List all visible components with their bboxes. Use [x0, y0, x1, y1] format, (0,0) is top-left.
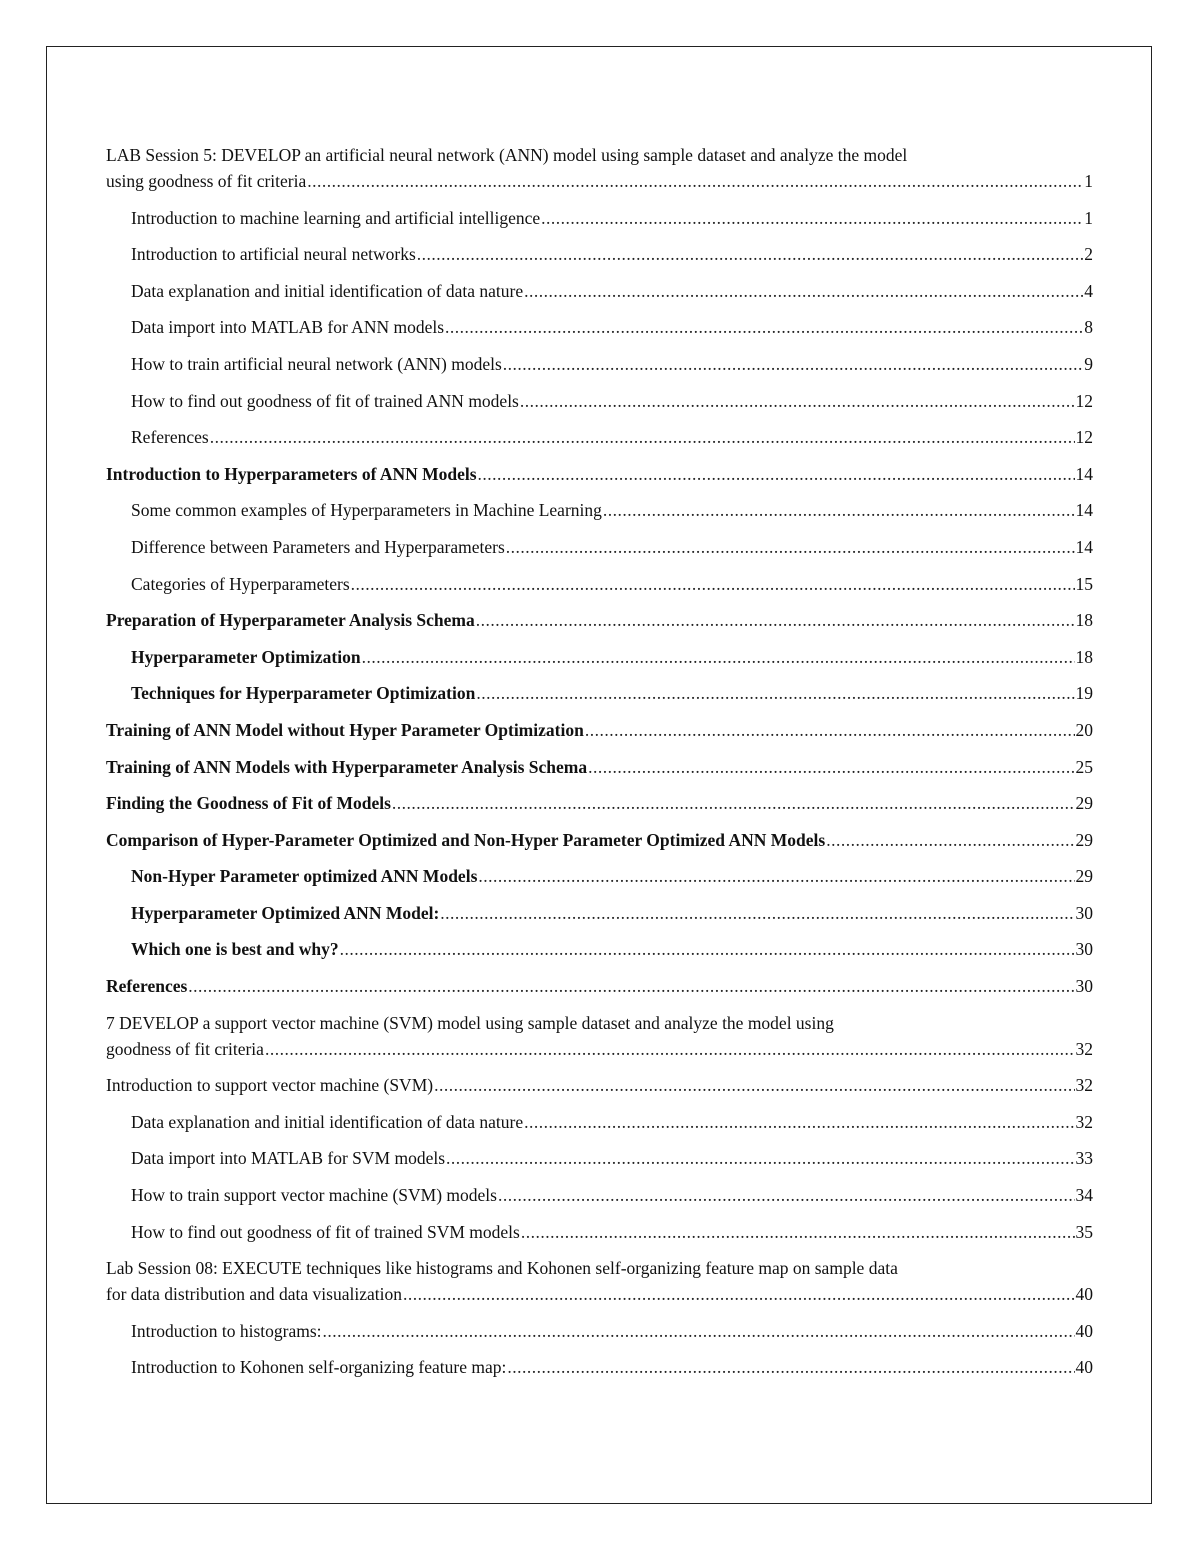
- toc-page-number: 40: [1075, 1320, 1093, 1341]
- toc-entry-title: How to find out goodness of fit of trained SVM models: [131, 1221, 520, 1242]
- toc-entry-line: [131, 314, 1093, 340]
- toc-entry[interactable]: [106, 827, 1093, 853]
- toc-page-number: 19: [1075, 683, 1093, 704]
- dot-leader: [210, 424, 1075, 450]
- toc-page-number: 32: [1075, 1038, 1093, 1059]
- toc-page-number: 15: [1075, 573, 1093, 594]
- toc-entry-line: [131, 388, 1093, 414]
- toc-entry[interactable]: [106, 607, 1093, 633]
- toc-entry-line: [131, 1318, 1093, 1344]
- toc-entry-title: Introduction to histograms:: [131, 1320, 322, 1341]
- toc-entry-line: [131, 936, 1093, 962]
- toc-page-number: 30: [1075, 902, 1093, 923]
- toc-entry-title: using goodness of fit criteria: [106, 171, 307, 191]
- toc-entry-line: [131, 900, 1093, 926]
- dot-leader: [476, 607, 1075, 633]
- dot-leader: [478, 863, 1074, 889]
- toc-page-number: 12: [1075, 427, 1093, 448]
- toc-entry-line: [131, 680, 1093, 706]
- toc-page-number: 29: [1075, 793, 1093, 814]
- toc-entry-title: How to train artificial neural network (ANN) models: [131, 353, 502, 374]
- toc-entry-title: Introduction to Kohonen self-organizing feature map:: [131, 1357, 507, 1378]
- dot-leader: [541, 205, 1083, 231]
- toc-entry-line: [131, 534, 1093, 560]
- toc-entry-title-line: Lab Session 08: EXECUTE techniques like histograms and Kohonen self-organizing feature map on sample data: [106, 1258, 898, 1279]
- toc-page-number: 4: [1084, 280, 1093, 301]
- toc-entry-line: [131, 241, 1093, 267]
- toc-page-number: 18: [1075, 646, 1093, 667]
- toc-page-number: 40: [1075, 1357, 1093, 1378]
- toc-entry[interactable]: [106, 644, 1093, 670]
- toc-entry-line: [131, 424, 1093, 450]
- toc-page-number: 30: [1075, 939, 1093, 960]
- toc-entry-line: [131, 351, 1093, 377]
- dot-leader: [403, 1281, 1075, 1307]
- dot-leader: [307, 168, 1083, 194]
- toc-page-number: 25: [1075, 756, 1093, 777]
- table-of-contents: [106, 142, 1093, 1391]
- toc-entry-title: Which one is best and why?: [131, 939, 339, 960]
- toc-page-number: 32: [1075, 1075, 1093, 1096]
- toc-page-number: 12: [1075, 390, 1093, 411]
- toc-entry[interactable]: [106, 497, 1093, 523]
- toc-entry-title-line: LAB Session 5: DEVELOP an artificial neural network (ANN) model using sample dataset and analyze the model: [106, 145, 908, 165]
- toc-entry[interactable]: [106, 1109, 1093, 1135]
- toc-page-number: 34: [1075, 1185, 1093, 1206]
- toc-page-number: 14: [1075, 463, 1093, 484]
- toc-entry[interactable]: [106, 534, 1093, 560]
- dot-leader: [507, 1354, 1074, 1380]
- dot-leader: [351, 571, 1075, 597]
- toc-page-number: 1: [1084, 171, 1093, 191]
- toc-entry-line: [131, 205, 1093, 231]
- toc-entry-line: [106, 717, 1093, 743]
- toc-entry[interactable]: [106, 1255, 1093, 1307]
- toc-entry[interactable]: [106, 351, 1093, 377]
- toc-entry[interactable]: [106, 1182, 1093, 1208]
- toc-entry[interactable]: [106, 717, 1093, 743]
- toc-page-number: 20: [1075, 719, 1093, 740]
- toc-page-number: 29: [1075, 829, 1093, 850]
- toc-entry[interactable]: [106, 1219, 1093, 1245]
- dot-leader: [520, 388, 1075, 414]
- toc-entry-title: How to train support vector machine (SVM) models: [131, 1185, 497, 1206]
- dot-leader: [188, 973, 1074, 999]
- toc-entry[interactable]: [106, 461, 1093, 487]
- toc-entry[interactable]: [106, 1318, 1093, 1344]
- toc-entry[interactable]: [106, 424, 1093, 450]
- toc-entry[interactable]: [106, 973, 1093, 999]
- toc-entry[interactable]: [106, 1072, 1093, 1098]
- dot-leader: [440, 900, 1074, 926]
- dot-leader: [476, 680, 1074, 706]
- toc-entry-title: Hyperparameter Optimized ANN Model:: [131, 902, 440, 923]
- toc-page-number: 2: [1084, 244, 1093, 265]
- toc-entry-line: [131, 278, 1093, 304]
- toc-page-number: 9: [1084, 353, 1093, 374]
- dot-leader: [340, 936, 1075, 962]
- toc-entry-line: [131, 1145, 1093, 1171]
- dot-leader: [524, 1109, 1074, 1135]
- dot-leader: [446, 1145, 1074, 1171]
- toc-entry-line: [131, 1182, 1093, 1208]
- toc-entry[interactable]: [106, 754, 1093, 780]
- dot-leader: [585, 717, 1075, 743]
- toc-entry[interactable]: [106, 142, 1093, 194]
- toc-entry-line: [131, 497, 1093, 523]
- toc-entry-title: for data distribution and data visualization: [106, 1284, 402, 1305]
- toc-entry-line: [131, 1219, 1093, 1245]
- dot-leader: [588, 754, 1074, 780]
- dot-leader: [521, 1219, 1075, 1245]
- toc-entry-title: Techniques for Hyperparameter Optimization: [131, 683, 476, 704]
- toc-entry-title: Hyperparameter Optimization: [131, 646, 361, 667]
- toc-entry-line: [131, 1354, 1093, 1380]
- toc-page-number: 35: [1075, 1221, 1093, 1242]
- toc-entry-title: Difference between Parameters and Hyperparameters: [131, 536, 505, 557]
- toc-entry-title: Introduction to Hyperparameters of ANN Models: [106, 463, 477, 484]
- toc-entry[interactable]: [106, 205, 1093, 231]
- toc-entry-line: [106, 754, 1093, 780]
- toc-entry-title: Finding the Goodness of Fit of Models: [106, 793, 391, 814]
- toc-entry-line: [106, 1072, 1093, 1098]
- toc-entry-title: Training of ANN Model without Hyper Parameter Optimization: [106, 719, 584, 740]
- toc-entry-title: Data import into MATLAB for SVM models: [131, 1148, 446, 1169]
- dot-leader: [417, 241, 1083, 267]
- toc-page-number: 18: [1075, 610, 1093, 631]
- toc-entry-title: References: [131, 427, 209, 448]
- toc-entry-line: [106, 1036, 1093, 1062]
- dot-leader: [603, 497, 1075, 523]
- toc-entry-title: References: [106, 976, 188, 997]
- dot-leader: [503, 351, 1083, 377]
- toc-entry[interactable]: [106, 314, 1093, 340]
- toc-entry-title: Training of ANN Models with Hyperparameter Analysis Schema: [106, 756, 588, 777]
- toc-entry[interactable]: [106, 680, 1093, 706]
- toc-page-number: 32: [1075, 1111, 1093, 1132]
- toc-entry-line: [131, 644, 1093, 670]
- toc-entry-line: [106, 790, 1093, 816]
- toc-page-number: 14: [1075, 500, 1093, 521]
- toc-entry-title: Data import into MATLAB for ANN models: [131, 317, 445, 338]
- toc-entry-line: [106, 973, 1093, 999]
- toc-page-number: 33: [1075, 1148, 1093, 1169]
- toc-entry-line: [106, 461, 1093, 487]
- toc-entry-line: [131, 571, 1093, 597]
- toc-entry-line: [131, 1109, 1093, 1135]
- toc-page-number: 14: [1075, 536, 1093, 557]
- toc-entry[interactable]: [106, 863, 1093, 889]
- toc-entry-title: Introduction to artificial neural networks: [131, 244, 416, 265]
- toc-entry-title: Data explanation and initial identification of data nature: [131, 280, 524, 301]
- toc-entry[interactable]: [106, 900, 1093, 926]
- dot-leader: [524, 278, 1083, 304]
- toc-entry-title: Comparison of Hyper-Parameter Optimized and Non-Hyper Parameter Optimized ANN Models: [106, 829, 826, 850]
- toc-page-number: 40: [1075, 1284, 1093, 1305]
- dot-leader: [434, 1072, 1074, 1098]
- toc-entry[interactable]: [106, 1010, 1093, 1062]
- dot-leader: [478, 461, 1075, 487]
- toc-entry-title: Introduction to support vector machine (SVM): [106, 1075, 434, 1096]
- dot-leader: [323, 1318, 1075, 1344]
- toc-entry-title: Non-Hyper Parameter optimized ANN Models: [131, 866, 478, 887]
- toc-entry-line: [106, 168, 1093, 194]
- toc-entry-title-line: 7 DEVELOP a support vector machine (SVM) model using sample dataset and analyze the model using: [106, 1012, 834, 1033]
- toc-entry-title: Introduction to machine learning and artificial intelligence: [131, 207, 541, 228]
- toc-entry[interactable]: [106, 1354, 1093, 1380]
- toc-page-number: 1: [1084, 207, 1093, 228]
- toc-entry-title: goodness of fit criteria: [106, 1038, 264, 1059]
- dot-leader: [265, 1036, 1075, 1062]
- toc-entry-title: How to find out goodness of fit of trained ANN models: [131, 390, 519, 411]
- toc-entry[interactable]: [106, 241, 1093, 267]
- toc-entry-line: [131, 863, 1093, 889]
- dot-leader: [506, 534, 1075, 560]
- dot-leader: [826, 827, 1074, 853]
- dot-leader: [362, 644, 1075, 670]
- toc-entry[interactable]: [106, 1145, 1093, 1171]
- toc-entry-title: Data explanation and initial identification of data nature: [131, 1111, 524, 1132]
- toc-entry[interactable]: [106, 278, 1093, 304]
- toc-entry[interactable]: [106, 388, 1093, 414]
- dot-leader: [445, 314, 1083, 340]
- toc-entry[interactable]: [106, 790, 1093, 816]
- toc-entry-title: Preparation of Hyperparameter Analysis Schema: [106, 610, 475, 631]
- toc-entry-line: [106, 827, 1093, 853]
- toc-page-number: 8: [1084, 317, 1093, 338]
- toc-entry-line: [106, 1281, 1093, 1307]
- dot-leader: [392, 790, 1075, 816]
- dot-leader: [498, 1182, 1075, 1208]
- toc-page-number: 29: [1075, 866, 1093, 887]
- toc-entry[interactable]: [106, 936, 1093, 962]
- toc-page-number: 30: [1075, 976, 1093, 997]
- toc-entry-line: [106, 607, 1093, 633]
- toc-entry-title: Some common examples of Hyperparameters in Machine Learning: [131, 500, 602, 521]
- toc-entry-title: Categories of Hyperparameters: [131, 573, 350, 594]
- toc-entry[interactable]: [106, 571, 1093, 597]
